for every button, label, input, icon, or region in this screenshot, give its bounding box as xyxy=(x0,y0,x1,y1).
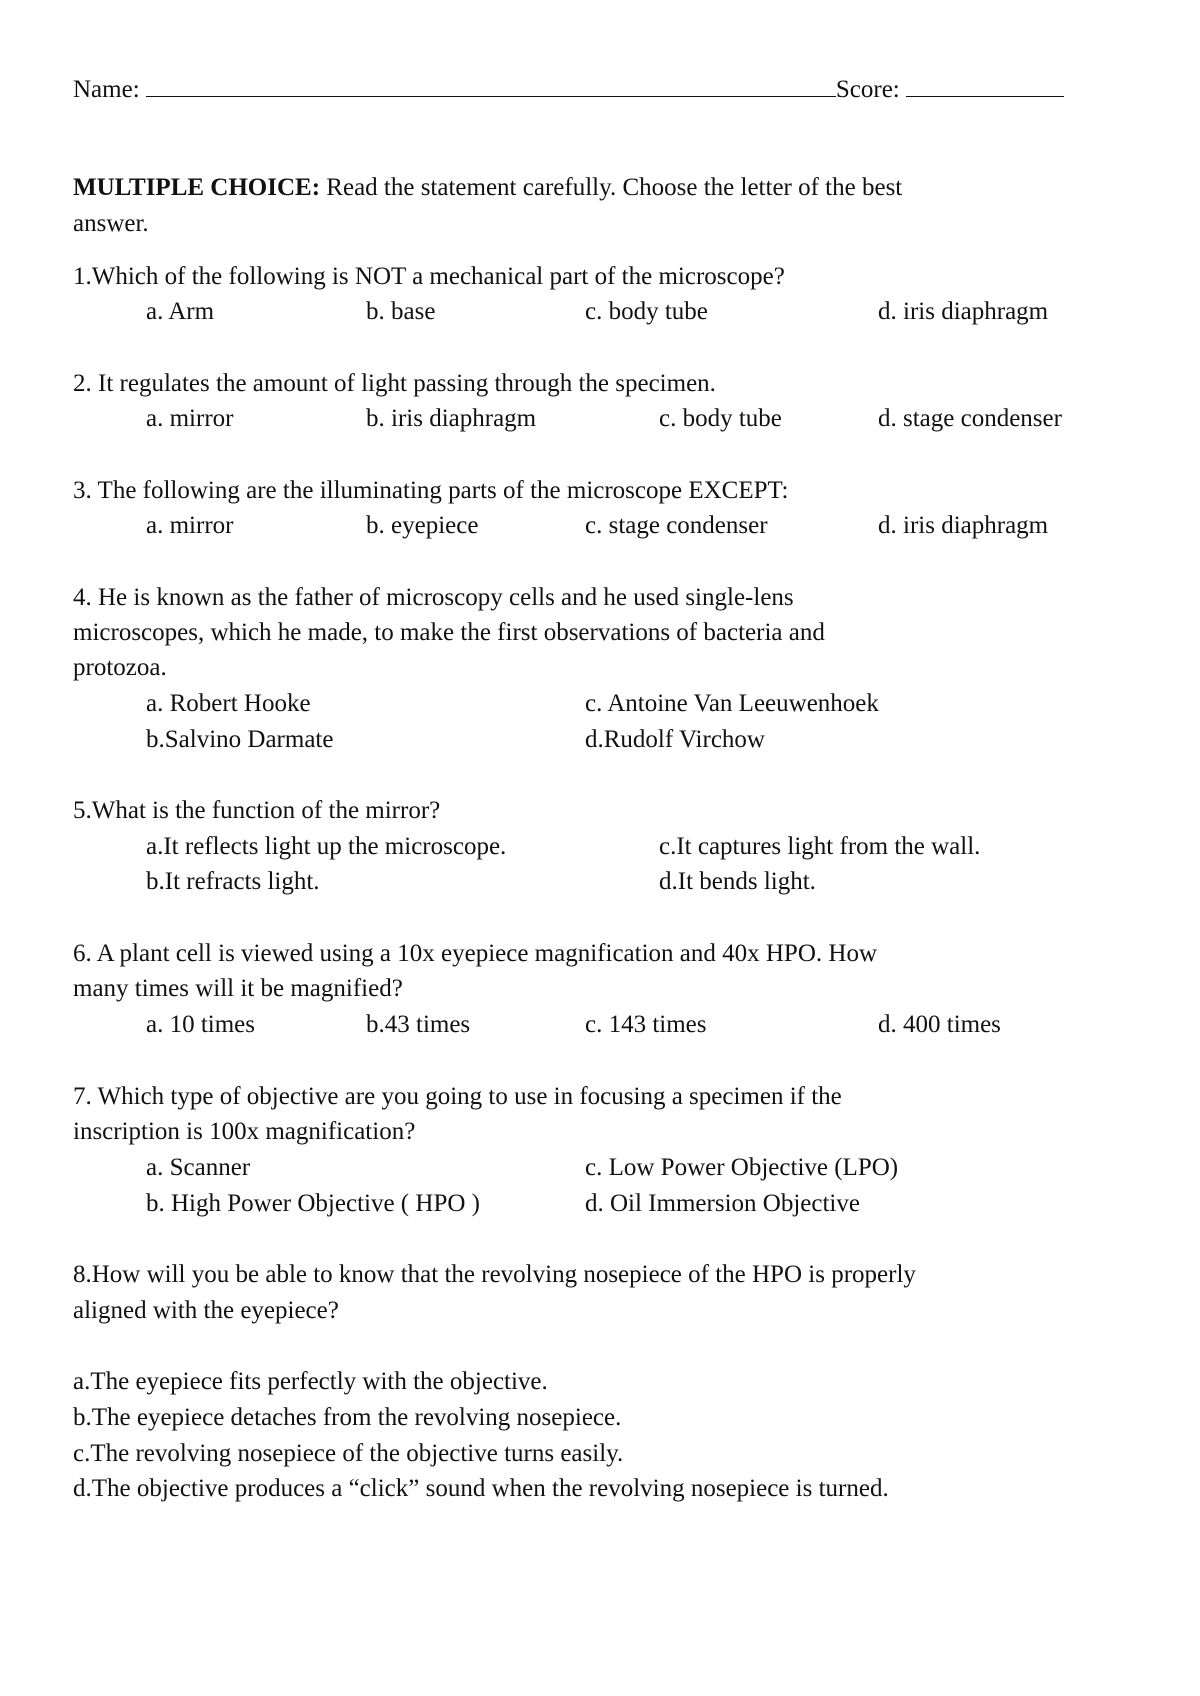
question-7-option-c[interactable]: c. Low Power Objective (LPO) xyxy=(585,1154,899,1181)
instructions-text-line1: Read the statement carefully. Choose the letter of the best xyxy=(326,174,903,201)
instructions xyxy=(73,170,902,206)
question-6-option-a[interactable]: a. 10 times xyxy=(146,1011,256,1038)
question-1-text: 1.Which of the following is NOT a mechanical part of the microscope? xyxy=(73,263,785,290)
question-6-option-d[interactable]: d. 400 times xyxy=(878,1011,1001,1038)
question-6-text-line2: many times will it be magnified? xyxy=(73,975,403,1002)
question-8-option-b[interactable]: b.The eyepiece detaches from the revolving nosepiece. xyxy=(73,1404,622,1431)
question-8-text-line1: 8.How will you be able to know that the revolving nosepiece of the HPO is properly xyxy=(73,1261,916,1288)
question-2-option-d[interactable]: d. stage condenser xyxy=(878,405,1062,432)
question-5-option-b[interactable]: b.It refracts light. xyxy=(146,868,320,895)
question-4-option-b[interactable]: b.Salvino Darmate xyxy=(146,726,334,753)
question-5-option-c[interactable]: c.It captures light from the wall. xyxy=(659,833,981,860)
question-2-option-b[interactable]: b. iris diaphragm xyxy=(366,405,537,432)
question-6-option-b[interactable]: b.43 times xyxy=(366,1011,471,1038)
question-8-text-line2: aligned with the eyepiece? xyxy=(73,1297,339,1324)
question-7-option-d[interactable]: d. Oil Immersion Objective xyxy=(585,1190,860,1217)
question-6-option-c[interactable]: c. 143 times xyxy=(585,1011,707,1038)
question-3-option-d[interactable]: d. iris diaphragm xyxy=(878,512,1049,539)
question-1-option-a[interactable]: a. Arm xyxy=(146,298,215,325)
question-5-option-a[interactable]: a.It reflects light up the microscope. xyxy=(146,833,507,860)
question-8-option-c[interactable]: c.The revolving nosepiece of the objective turns easily. xyxy=(73,1440,624,1467)
header-row xyxy=(73,72,1064,108)
question-4-text-line2: microscopes, which he made, to make the first observations of bacteria and xyxy=(73,619,825,646)
name-field[interactable] xyxy=(146,74,836,97)
instructions-heading: MULTIPLE CHOICE: xyxy=(73,174,321,201)
question-1-option-c[interactable]: c. body tube xyxy=(585,298,708,325)
question-1-option-d[interactable]: d. iris diaphragm xyxy=(878,298,1049,325)
question-5-text: 5.What is the function of the mirror? xyxy=(73,797,441,824)
question-7-option-b[interactable]: b. High Power Objective ( HPO ) xyxy=(146,1190,480,1217)
question-6-text-line1: 6. A plant cell is viewed using a 10x eyepiece magnification and 40x HPO. How xyxy=(73,940,877,967)
question-2-option-c[interactable]: c. body tube xyxy=(659,405,782,432)
question-2-option-a[interactable]: a. mirror xyxy=(146,405,234,432)
question-4-text-line1: 4. He is known as the father of microscopy cells and he used single-lens xyxy=(73,584,794,611)
question-7-option-a[interactable]: a. Scanner xyxy=(146,1154,251,1181)
question-7-text-line1: 7. Which type of objective are you going to use in focusing a specimen if the xyxy=(73,1083,842,1110)
instructions-text-line2: answer. xyxy=(73,210,149,237)
question-3-option-a[interactable]: a. mirror xyxy=(146,512,234,539)
name-label: Name: xyxy=(73,76,140,103)
question-2-text: 2. It regulates the amount of light passing through the specimen. xyxy=(73,370,716,397)
question-3-option-c[interactable]: c. stage condenser xyxy=(585,512,768,539)
instructions-line2 xyxy=(73,206,149,242)
question-4-option-d[interactable]: d.Rudolf Virchow xyxy=(585,726,765,753)
question-5-option-d[interactable]: d.It bends light. xyxy=(659,868,816,895)
score-field[interactable] xyxy=(906,74,1064,97)
score-label: Score: xyxy=(835,76,900,103)
question-4-text-line3: protozoa. xyxy=(73,654,167,681)
question-4-option-a[interactable]: a. Robert Hooke xyxy=(146,690,311,717)
question-4-option-c[interactable]: c. Antoine Van Leeuwenhoek xyxy=(585,690,879,717)
question-3-text: 3. The following are the illuminating parts of the microscope EXCEPT: xyxy=(73,477,789,504)
question-8-option-a[interactable]: a.The eyepiece fits perfectly with the objective. xyxy=(73,1368,548,1395)
question-3-option-b[interactable]: b. eyepiece xyxy=(366,512,479,539)
question-1-option-b[interactable]: b. base xyxy=(366,298,436,325)
question-7-text-line2: inscription is 100x magnification? xyxy=(73,1118,416,1145)
question-8-option-d[interactable]: d.The objective produces a “click” sound when the revolving nosepiece is turned. xyxy=(73,1475,889,1502)
